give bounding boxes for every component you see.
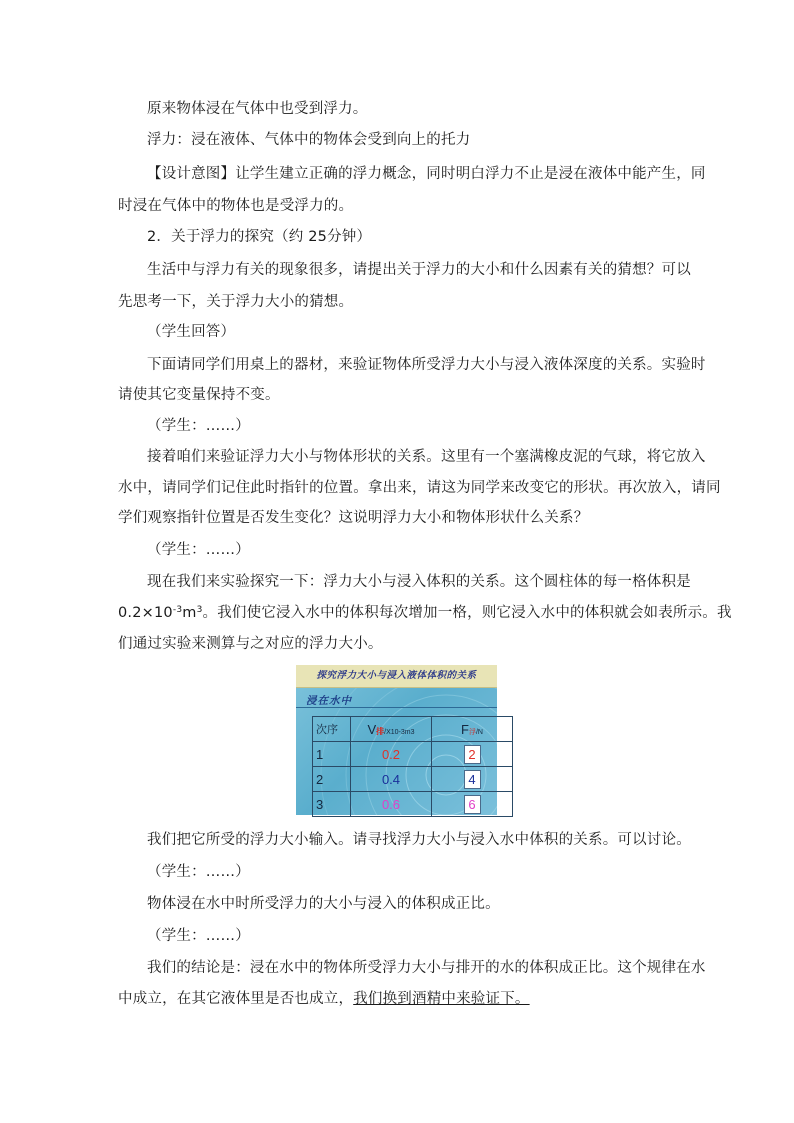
paragraph-volume-experiment-line3: 们通过实验来测算与之对应的浮力大小。 <box>118 636 383 652</box>
underlined-phrase: 我们换到酒精中来验证下。 <box>353 991 530 1007</box>
student-note: （学生：……） <box>147 928 250 944</box>
table-row <box>313 742 513 767</box>
paragraph-buoyancy-definition: 浮力：浸在液体、气体中的物体会受到向上的托力 <box>147 132 471 148</box>
table-row <box>313 767 513 792</box>
f-subscript: 浮 <box>468 728 476 736</box>
student-note: （学生：……） <box>147 418 250 434</box>
header-volume <box>351 717 432 742</box>
slide-subtitle: 浸在水中 <box>306 695 352 707</box>
force-input-box: 4 <box>464 770 481 789</box>
row-volume: 0.2 <box>351 742 432 767</box>
row-force-cell <box>432 767 513 792</box>
header-index: 次序 <box>313 717 351 742</box>
row-force-cell <box>432 792 513 817</box>
v-subscript: 排 <box>376 726 385 736</box>
row-index: 1 <box>313 742 351 767</box>
f-unit: /N <box>475 728 483 736</box>
student-note: （学生：……） <box>147 542 250 558</box>
slide-divider <box>296 707 497 708</box>
force-input-box: 6 <box>464 795 481 814</box>
section-heading-buoyancy-inquiry: 2．关于浮力的探究（约 25分钟） <box>147 229 372 245</box>
slide-title: 探究浮力大小与浸入液体体积的关系 <box>296 665 497 688</box>
row-index: 2 <box>313 767 351 792</box>
paragraph-design-intent-line2: 时浸在气体中的物体也是受浮力的。 <box>118 198 354 214</box>
paragraph-design-intent-line1: 【设计意图】让学生建立正确的浮力概念，同时明白浮力不止是浸在液体中能产生，同 <box>147 166 706 182</box>
student-note: （学生：……） <box>147 864 250 880</box>
table-header-row <box>313 717 513 742</box>
force-input-box: 2 <box>464 745 481 764</box>
f-symbol: F <box>461 721 469 737</box>
header-force <box>432 717 513 742</box>
v-symbol: V <box>367 721 377 737</box>
table-row <box>313 792 513 817</box>
row-force-cell <box>432 742 513 767</box>
paragraph-input-force: 我们把它所受的浮力大小输入。请寻找浮力大小与浸入水中体积的关系。可以讨论。 <box>147 832 691 848</box>
paragraph-gas-buoyancy: 原来物体浸在气体中也受到浮力。 <box>147 101 368 117</box>
paragraph-shape-experiment-line1: 接着咱们来验证浮力大小与物体形状的关系。这里有一个塞满橡皮泥的气球，将它放入 <box>147 449 706 465</box>
exponent-3: 3 <box>196 605 203 615</box>
volume-unit: m <box>182 605 197 621</box>
exponent-neg3: -3 <box>172 605 183 615</box>
paragraph-conclusion-line1: 我们的结论是：浸在水中的物体所受浮力大小与排开的水的体积成正比。这个规律在水 <box>147 960 706 976</box>
row-volume: 0.4 <box>351 767 432 792</box>
paragraph-volume-experiment-line2 <box>118 603 732 623</box>
buoyancy-volume-table <box>312 716 513 817</box>
paragraph-depth-experiment-line1: 下面请同学们用桌上的器材，来验证物体所受浮力大小与浸入液体深度的关系。实验时 <box>147 357 706 373</box>
paragraph-conclusion-line2: 中成立，在其它液体里是否也成立，我们换到酒精中来验证下。 <box>118 991 530 1007</box>
paragraph-depth-experiment-line2: 请使其它变量保持不变。 <box>118 387 280 403</box>
paragraph-shape-experiment-line2: 水中，请同学们记住此时指针的位置。拿出来，请这为同学来改变它的形状。再次放入，请同 <box>118 480 721 496</box>
volume-value: 0.2×10 <box>118 605 173 621</box>
paragraph-shape-experiment-line3: 学们观察指针位置是否发生变化？这说明浮力大小和物体形状什么关系？ <box>118 510 589 526</box>
paragraph-hypothesis-line1: 生活中与浮力有关的现象很多，请提出关于浮力的大小和什么因素有关的猜想？可以 <box>147 262 691 278</box>
paragraph-proportional: 物体浸在水中时所受浮力的大小与浸入的体积成正比。 <box>147 896 500 912</box>
row-volume: 0.6 <box>351 792 432 817</box>
paragraph-volume-experiment-line1: 现在我们来实验探究一下：浮力大小与浸入体积的关系。这个圆柱体的每一格体积是 <box>147 574 691 590</box>
paragraph-hypothesis-line2: 先思考一下，关于浮力大小的猜想。 <box>118 294 354 310</box>
student-answer-note: （学生回答） <box>147 324 236 340</box>
volume-sentence-rest: 。我们使它浸入水中的体积每次增加一格，则它浸入水中的体积就会如表所示。我 <box>202 605 732 621</box>
row-index: 3 <box>313 792 351 817</box>
v-unit: /X10-3m3 <box>384 728 415 736</box>
